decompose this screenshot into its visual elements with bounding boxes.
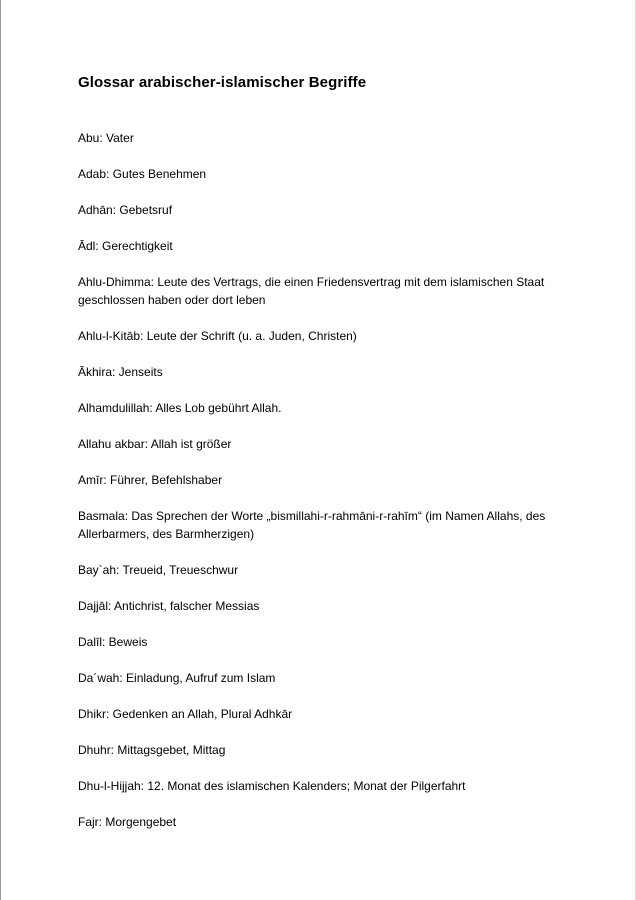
glossary-entry: Ākhira: Jenseits — [78, 365, 163, 379]
glossary-entry: Dalīl: Beweis — [78, 635, 148, 649]
glossary-entry: Abu: Vater — [78, 131, 134, 145]
glossary-entry: Alhamdulillah: Alles Lob gebührt Allah. — [78, 401, 282, 415]
glossary-entry: Amīr: Führer, Befehlshaber — [78, 473, 223, 487]
document-page — [78, 74, 568, 849]
glossary-entry: Allahu akbar: Allah ist größer — [78, 437, 232, 451]
glossary-entry: Fajr: Morgengebet — [78, 815, 177, 829]
glossary-entry: Bay`ah: Treueid, Treueschwur — [78, 563, 239, 577]
glossary-entry: Dhikr: Gedenken an Allah, Plural Adhkār — [78, 707, 293, 721]
page-left-edge — [0, 0, 1, 900]
document-title: Glossar arabischer-islamischer Begriffe — [78, 74, 367, 91]
glossary-entry: Da´wah: Einladung, Aufruf zum Islam — [78, 671, 276, 685]
glossary-entry: Dajjāl: Antichrist, falscher Messias — [78, 599, 260, 613]
glossary-entry: Dhu-l-Hijjah: 12. Monat des islamischen Kalenders; Monat der Pilgerfahrt — [78, 779, 466, 793]
glossary-entry: Dhuhr: Mittagsgebet, Mittag — [78, 743, 226, 757]
glossary-entry: Ahlu-Dhimma: Leute des Vertrags, die einen Friedensvertrag mit dem islamischen Staat geschlossen haben oder dort leben — [78, 275, 545, 307]
glossary-entry: Ādl: Gerechtigkeit — [78, 239, 173, 253]
glossary-entry: Basmala: Das Sprechen der Worte „bismillahi-r-rahmāni-r-rahīm“ (im Namen Allahs, des Allerbarmers, des Barmherzigen) — [78, 509, 546, 541]
glossary-entry: Adhān: Gebetsruf — [78, 203, 173, 217]
glossary-entry: Ahlu-l-Kitāb: Leute der Schrift (u. a. Juden, Christen) — [78, 329, 357, 343]
glossary-entry: Adab: Gutes Benehmen — [78, 167, 207, 181]
